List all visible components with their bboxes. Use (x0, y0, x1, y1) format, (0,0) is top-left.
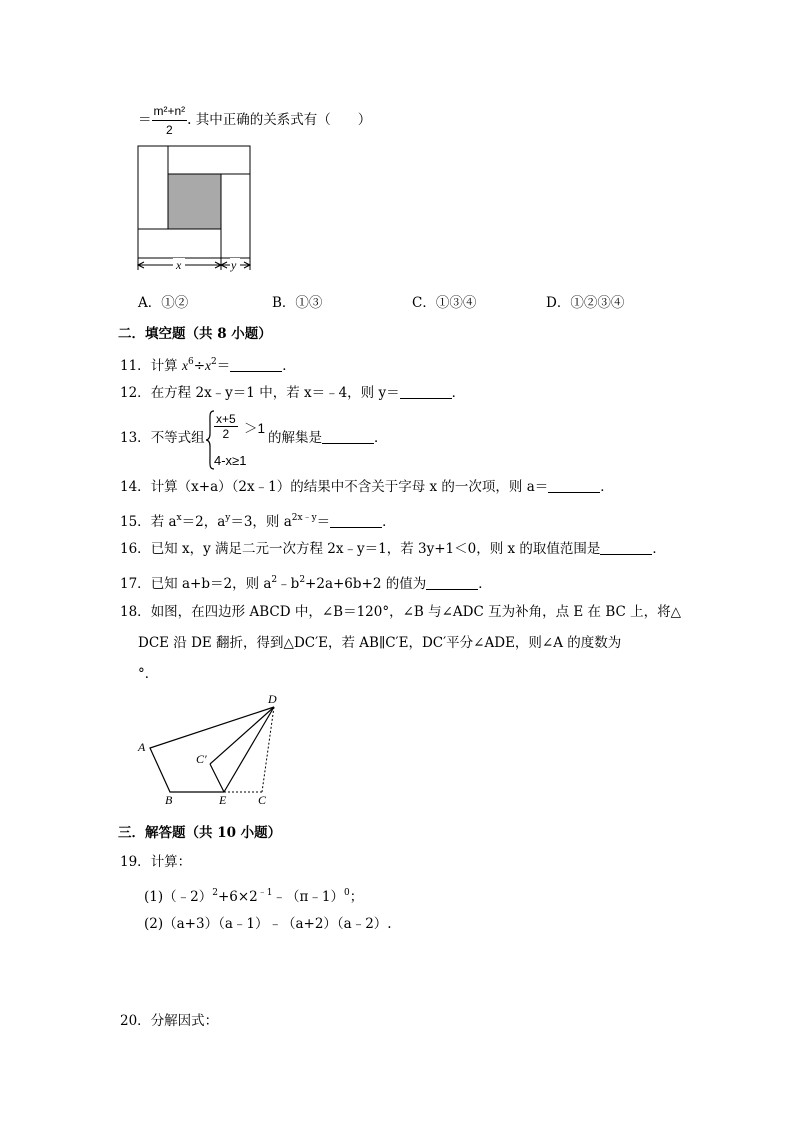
question-17: 17．已知 a+b＝2，则 $a^2﹣b^2+2a+6b+2$ 的值为 ． (120, 575, 492, 592)
q17-answer-blank[interactable] (426, 575, 478, 590)
question-18-line-2: DCE 沿 DE 翻折，得到△DC′E，若 AB∥C′E，DC′平分∠ADE，则∠A 的度数为 (138, 635, 622, 651)
q10-square-figure (130, 140, 260, 275)
q13-inequality-1-rel: ＞1 (244, 421, 266, 436)
question-18-line-1: 18．如图，在四边形 ABCD 中，∠B＝120°，∠B 与∠ADC 互为补角，点 E 在 BC 上，将△ (120, 604, 682, 620)
question-19-part-2: (2)（a+3）（a﹣1）﹣（a+2）（a﹣2）. (144, 916, 392, 932)
q10-option-b[interactable]: B．①③ (272, 295, 323, 311)
question-16: 16．已知 x，y 满足二元一次方程 2x﹣y＝1，若 3y+1＜0，则 x 的取值范围是 ． (120, 541, 666, 557)
question-15: 15．若 $a^x=2$，$a^y=3$，则 $a^{2x﹣y}=$ ． (120, 513, 396, 530)
section-fill-in-heading: 二．填空题（共 8 小题） (118, 326, 272, 342)
q12-answer-blank[interactable] (400, 384, 452, 399)
q10-option-c[interactable]: C．①③④ (412, 295, 477, 311)
q13-inequality-1: $\frac{x+5}{2}$ (216, 412, 236, 441)
q18-label-e: E (219, 793, 227, 807)
q10-tail-text: . 其中正确的关系式有（ ） (187, 112, 372, 128)
question-11: 11．计算 $x^6\div x^2=$ ． (120, 357, 296, 374)
q13-answer-blank[interactable] (322, 429, 374, 444)
q18-label-c-prime: C′ (196, 752, 207, 766)
q11-answer-blank[interactable] (230, 357, 282, 372)
q10-option-d[interactable]: D．①②③④ (546, 295, 625, 311)
question-13-suffix: 的解集是 ． (268, 430, 388, 446)
q18-label-b: B (165, 793, 173, 807)
q10-eq: ＝ (138, 112, 152, 128)
question-14: 14．计算（x+a）（2x﹣1）的结果中不含关于字母 x 的一次项，则 a＝ ． (120, 479, 614, 495)
q18-quadrilateral-figure (130, 690, 290, 810)
q16-answer-blank[interactable] (600, 540, 652, 555)
question-18-line-3: °． (138, 666, 159, 682)
question-19-part-1: $(1)(﹣2)^2+6\times 2^{﹣1}﹣(\pi﹣1)^0$； (144, 888, 364, 905)
q15-answer-blank[interactable] (330, 513, 382, 528)
q18-label-d: D (268, 692, 277, 706)
q10-fraction: $\frac{\text{m²+n²}}{2}$ (153, 104, 186, 137)
question-20-title: 20．分解因式： (120, 1013, 219, 1029)
q10-label-x: x (176, 258, 182, 272)
q10-option-a[interactable]: A．①② (138, 295, 189, 311)
q13-inequality-2: 4-x≥1 (214, 453, 247, 468)
q10-label-y: y (231, 258, 237, 272)
section-solve-heading: 三．解答题（共 10 小题） (118, 825, 282, 841)
question-12: 12．在方程 2x﹣y＝1 中，若 x＝﹣4，则 y＝ ． (120, 385, 466, 401)
q18-label-c: C (258, 793, 267, 807)
question-13-prefix: 13．不等式组 (120, 430, 205, 446)
q10-tail-line (138, 102, 371, 139)
question-19-title: 19．计算： (120, 854, 192, 870)
q14-answer-blank[interactable] (548, 478, 600, 493)
q18-label-a: A (138, 740, 146, 754)
